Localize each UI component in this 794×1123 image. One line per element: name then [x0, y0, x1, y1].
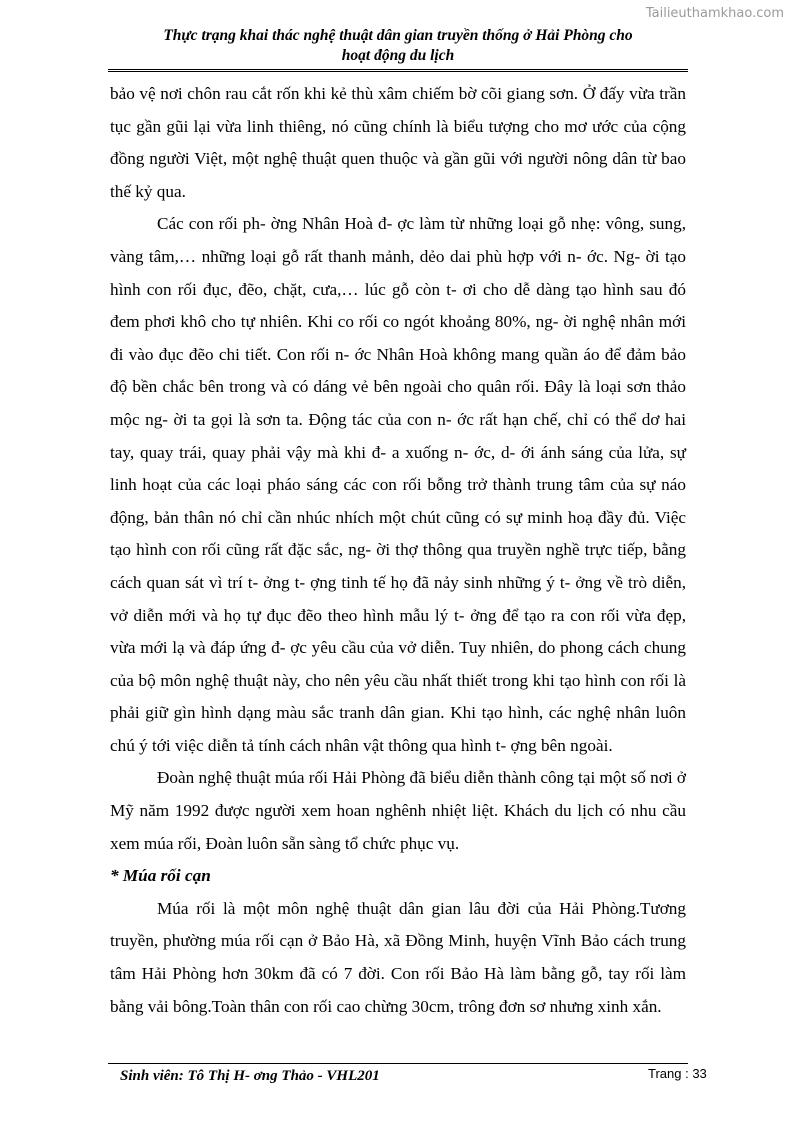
page-number — [648, 1066, 707, 1081]
document-body — [110, 78, 686, 1023]
running-header — [110, 26, 686, 66]
section-heading: * Múa rối cạn — [110, 866, 211, 886]
footer-student: Sinh viên: Tô Thị H- ơng Thảo - VHL201 — [120, 1068, 380, 1084]
header-line-2: hoạt động du lịch — [341, 47, 455, 64]
header-line-1: Thực trạng khai thác nghệ thuật dân gian truyền thống ở Hải Phòng cho — [163, 27, 633, 44]
paragraph-2: Các con rối ph- ờng Nhân Hoà đ- ợc làm từ những loại gỗ nhẹ: vông, sung, vàng tâm,… những loại gỗ rất thanh mảnh, dẻo dai phù hợp với n- ớc. Ng- ời tạo hình con rối đục, đẽo, chặt, cưa,… lúc gỗ còn t- ơi cho dễ dàng tạo hình sau đó đem phơi khô cho tự nhiên. Khi co rối co ngót khoảng 80%, ng- ời nghệ nhân mới đi vào đục đẽo chi tiết. Con rối n- ớc Nhân Hoà không mang quần áo để đảm bảo độ bền chắc bên trong và có dáng vẻ bên ngoài cho quân rối. Đây là loại sơn thảo mộc ng- ời ta gọi là sơn ta. Động tác của con n- ớc rất hạn chế, chỉ có thể dơ hai tay, quay trái, quay phải vậy mà khi đ- a xuống n- ớc, d- ới ánh sáng của lửa, sự linh hoạt của các loại pháo sáng các con rối bỗng trở thành trung tâm của sự náo động, bản thân nó chỉ cần nhúc nhích một chút cũng có sự minh hoạ đầy đủ. Việc tạo hình con rối cũng rất đặc sắc, ng- ời thợ thông qua truyền nghề trực tiếp, bằng cách quan sát vì trí t- ởng t- ợng tinh tế họ đã nảy sinh những ý t- ởng về trò diễn, vở diễn mới và họ tự đục đẽo theo hình mẫu lý t- ởng để tạo ra con rối vừa đẹp, vừa mới lạ và đáp ứng đ- ợc yêu cầu của vở diễn. Tuy nhiên, do phong cách chung của bộ môn nghệ thuật này, cho nên yêu cầu nhất thiết trong khi tạo hình con rối là phải giữ gìn hình dạng màu sắc tranh dân gian. Khi tạo hình, các nghệ nhân luôn chú ý tới việc diễn tả tính cách nhân vật thông qua hình t- ợng bên ngoài. — [110, 214, 686, 755]
page-number-value: 33 — [692, 1066, 707, 1081]
page-label: Trang : — [648, 1066, 689, 1081]
watermark: Tailieuthamkhao.com — [645, 6, 784, 21]
footer-divider — [108, 1063, 688, 1064]
paragraph-4: Múa rối là một môn nghệ thuật dân gian lâu đời của Hải Phòng.Tương truyền, phường múa rối cạn ở Bảo Hà, xã Đồng Minh, huyện Vĩnh Bảo cách trung tâm Hải Phòng hơn 30km đã có 7 đời. Con rối Bảo Hà làm bằng gỗ, tay rối làm bằng vải bông.Toàn thân con rối cao chừng 30cm, trông đơn sơ nhưng xinh xắn. — [110, 898, 686, 1016]
header-divider — [108, 69, 688, 74]
paragraph-1: bảo vệ nơi chôn rau cắt rốn khi kẻ thù xâm chiếm bờ cõi giang sơn. Ở đấy vừa trần tục gần gũi lại vừa linh thiêng, nó cũng chính là biểu tượng cho mơ ước của cộng đồng người Việt, một nghệ thuật quen thuộc và gần gũi với người nông dân từ bao thế kỷ qua. — [110, 84, 686, 201]
paragraph-3: Đoàn nghệ thuật múa rối Hải Phòng đã biểu diễn thành công tại một số nơi ở Mỹ năm 1992 được người xem hoan nghênh nhiệt liệt. Khách du lịch có nhu cầu xem múa rối, Đoàn luôn sẵn sàng tổ chức phục vụ. — [110, 768, 686, 853]
